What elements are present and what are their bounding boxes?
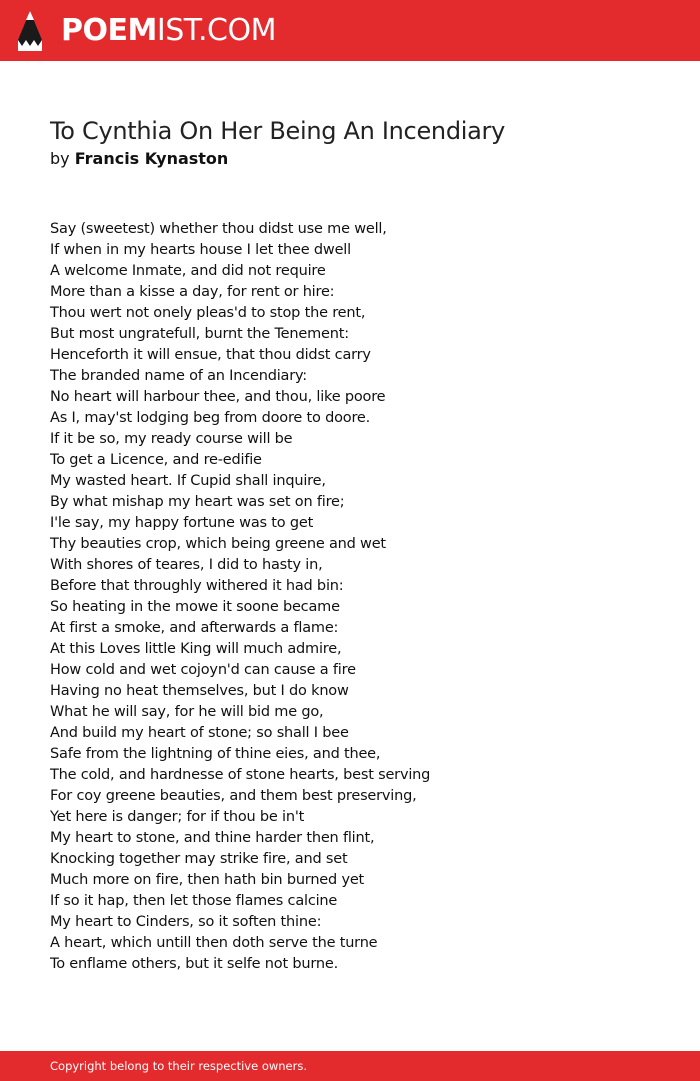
byline (50, 149, 228, 169)
poem-line: My wasted heart. If Cupid shall inquire, (50, 473, 326, 489)
poem-line: Knocking together may strike fire, and set (50, 851, 348, 867)
poem-line: So heating in the mowe it soone became (50, 599, 340, 615)
poem-line: And build my heart of stone; so shall I bee (50, 725, 349, 741)
poem-line: Henceforth it will ensue, that thou didst carry (50, 347, 371, 363)
poem-line: My heart to stone, and thine harder then flint, (50, 830, 375, 846)
poem-line: Much more on fire, then hath bin burned yet (50, 872, 365, 888)
poem-line: The branded name of an Incendiary: (50, 368, 307, 384)
poem-line: If it be so, my ready course will be (50, 431, 293, 447)
poem-line: A heart, which untill then doth serve the turne (50, 935, 378, 951)
copyright-notice: Copyright belong to their respective owners. (50, 1059, 308, 1073)
poem-line: What he will say, for he will bid me go, (50, 704, 324, 720)
author-name: Francis Kynaston (74, 149, 229, 168)
poem-line: By what mishap my heart was set on fire; (50, 494, 345, 510)
poem-line: Yet here is danger; for if thou be in't (50, 809, 305, 825)
site-header (0, 0, 700, 61)
byline-prefix: by (50, 149, 70, 168)
poem-line: How cold and wet cojoyn'd can cause a fire (50, 662, 356, 678)
poem-title: To Cynthia On Her Being An Incendiary (50, 117, 506, 145)
poem-line: With shores of teares, I did to hasty in, (50, 557, 323, 573)
poem-line: Thy beauties crop, which being greene and wet (50, 536, 386, 552)
poem-line: But most ungratefull, burnt the Tenement: (50, 326, 349, 342)
poem-line: For coy greene beauties, and them best preserving, (50, 788, 417, 804)
poem-line: At this Loves little King will much admire, (50, 641, 342, 657)
pencil-tip-icon[interactable] (17, 10, 43, 52)
poem-line: My heart to Cinders, so it soften thine: (50, 914, 322, 930)
site-logo-link[interactable] (61, 14, 276, 48)
poem-line: As I, may'st lodging beg from doore to doore. (50, 410, 371, 426)
poem-line: At first a smoke, and afterwards a flame: (50, 620, 339, 636)
poem-line: No heart will harbour thee, and thou, like poore (50, 389, 386, 405)
poem-line: Thou wert not onely pleas'd to stop the rent, (50, 305, 366, 321)
poem-line: More than a kisse a day, for rent or hire: (50, 284, 335, 300)
poem-line: A welcome Inmate, and did not require (50, 263, 326, 279)
poem-line: To get a Licence, and re-edifie (50, 452, 262, 468)
poem-line: Say (sweetest) whether thou didst use me well, (50, 221, 387, 237)
poem-line: If so it hap, then let those flames calcine (50, 893, 338, 909)
brand-light-text: IST.COM (156, 13, 276, 48)
poem-line: The cold, and hardnesse of stone hearts, best serving (50, 767, 431, 783)
poem-body (50, 219, 670, 975)
poem-line: Having no heat themselves, but I do know (50, 683, 349, 699)
poem-line: Safe from the lightning of thine eies, and thee, (50, 746, 381, 762)
poem-line: Before that throughly withered it had bin: (50, 578, 344, 594)
site-footer (0, 1051, 700, 1081)
poem-line: If when in my hearts house I let thee dwell (50, 242, 351, 258)
poem-line: I'le say, my happy fortune was to get (50, 515, 314, 531)
brand-bold-text: POEM (61, 13, 157, 48)
poem-line: To enflame others, but it selfe not burne. (50, 956, 338, 972)
